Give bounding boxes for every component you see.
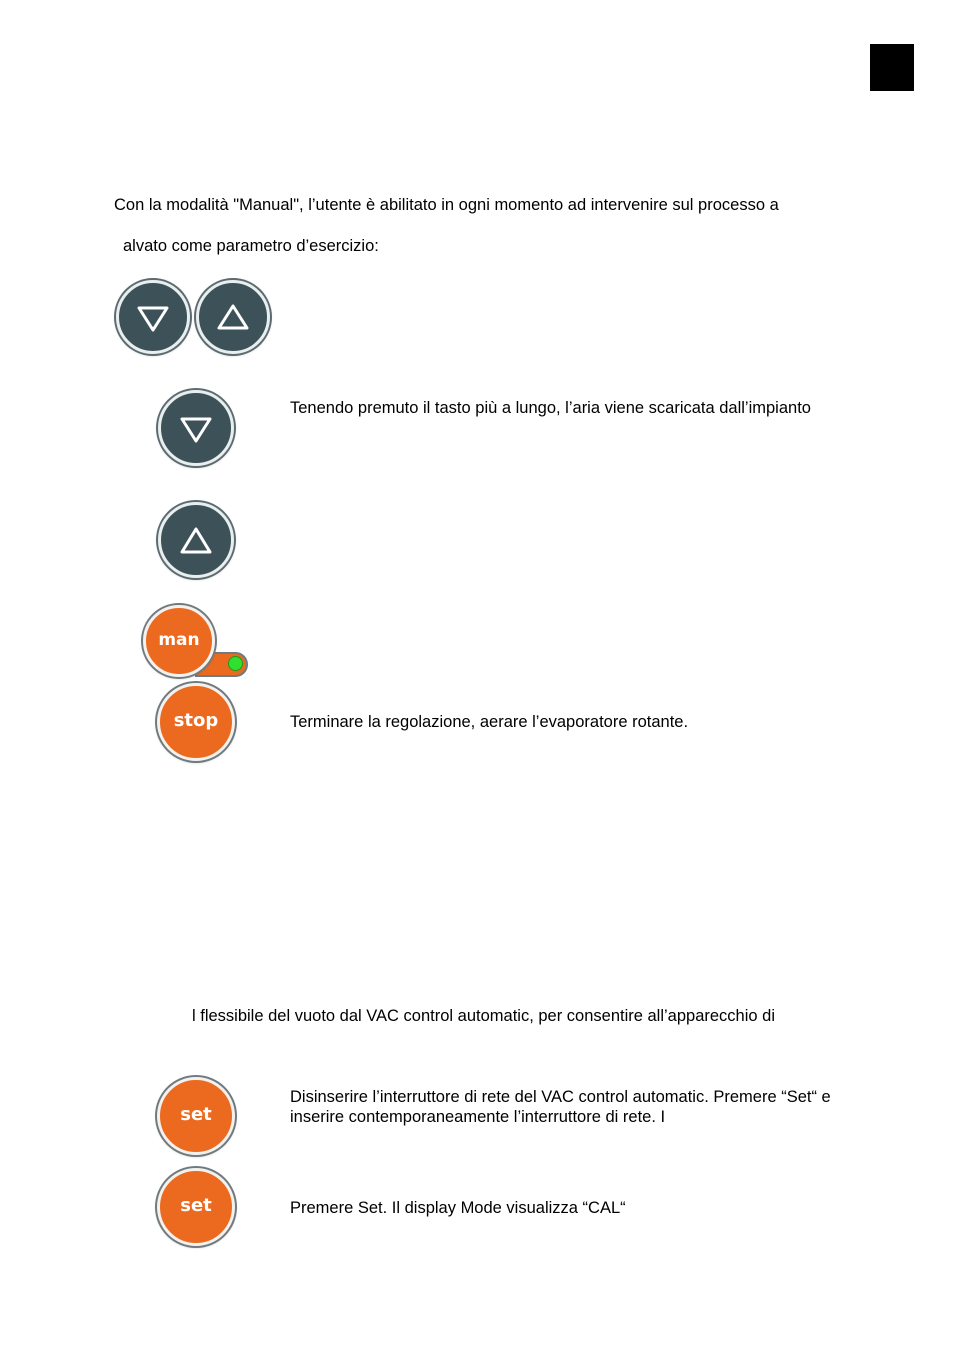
man-button[interactable] [143,605,215,677]
manual-intro-line1: Con la modalità "Manual", l’utente è abilitato in ogni momento ad intervenire sul processo a [114,196,779,214]
set-button-1[interactable] [157,1077,235,1155]
set-button-label: set [180,1195,212,1216]
green-led-icon [228,656,243,671]
up-button-pair[interactable] [196,280,270,354]
set-button-label: set [180,1104,212,1125]
man-button-label: man [158,630,200,650]
set-button-2[interactable] [157,1168,235,1246]
stop-button-label: stop [173,710,219,731]
triangle-up-icon [161,505,231,575]
triangle-up-icon [199,283,267,351]
stop-description: Terminare la regolazione, aerare l’evaporatore rotante. [290,713,689,731]
set-cal-text: Premere Set. Il display Mode visualizza “CAL“ [290,1199,626,1217]
set-description-line2: inserire contemporaneamente l’interruttore di rete. I [290,1108,666,1126]
stop-button[interactable] [157,683,235,761]
triangle-down-icon [119,283,187,351]
down-button[interactable] [158,390,234,466]
set-description-line1: Disinserire l’interruttore di rete del VAC control automatic. Premere “Set“ e [290,1088,831,1106]
up-button[interactable] [158,502,234,578]
down-button-pair[interactable] [116,280,190,354]
hose-note: l flessibile del vuoto dal VAC control automatic, per consentire all’apparecchio di [192,1007,776,1025]
manual-intro-line2: alvato come parametro d’esercizio: [123,237,379,255]
triangle-down-icon [161,393,231,463]
corner-marker [870,44,914,91]
down-hold-text: Tenendo premuto il tasto più a lungo, l’aria viene scaricata dall’impianto [290,399,811,417]
